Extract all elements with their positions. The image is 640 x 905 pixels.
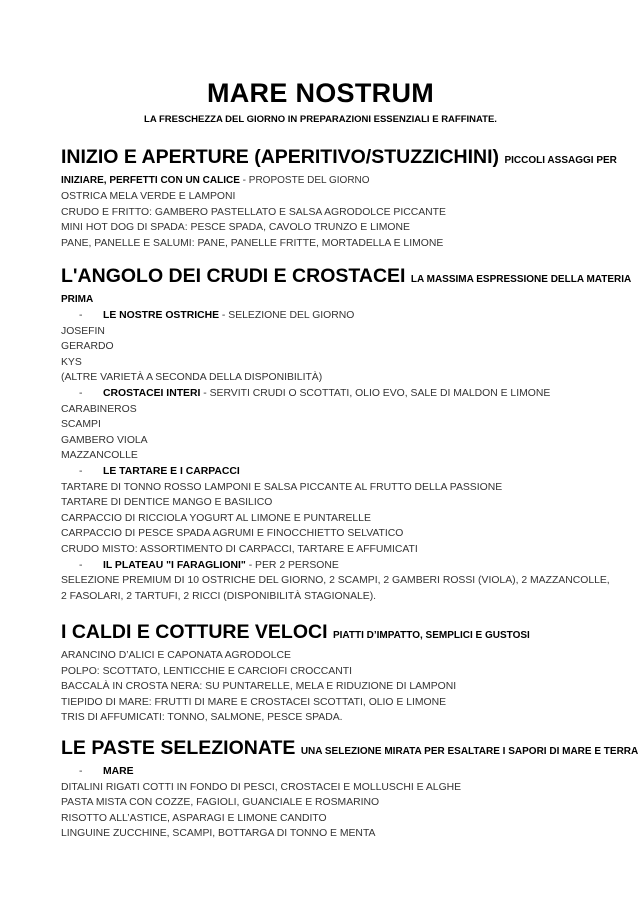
menu-item: 2 FASOLARI, 2 TARTUFI, 2 RICCI (DISPONIBILITÀ STAGIONALE). xyxy=(61,590,377,602)
group-label: LE TARTARE E I CARPACCI xyxy=(103,465,240,477)
dash-bullet: - xyxy=(79,465,83,477)
section-subtitle: PICCOLI ASSAGGI PER xyxy=(504,155,617,166)
menu-item: KYS xyxy=(61,356,82,368)
menu-item: PANE, PANELLE E SALUMI: PANE, PANELLE FRITTE, MORTADELLA E LIMONE xyxy=(61,237,444,249)
menu-item: TARTARE DI TONNO ROSSO LAMPONI E SALSA PICCANTE AL FRUTTO DELLA PASSIONE xyxy=(61,481,503,493)
section-subtitle: PIATTI D’IMPATTO, SEMPLICI E GUSTOSI xyxy=(332,630,530,641)
section-caldi xyxy=(61,620,601,726)
menu-item: TRIS DI AFFUMICATI: TONNO, SALMONE, PESCE SPADA. xyxy=(61,712,343,724)
menu-item: GERARDO xyxy=(61,341,114,353)
menu-item: MAZZANCOLLE xyxy=(61,450,138,462)
menu-item: CARABINEROS xyxy=(61,403,137,415)
menu-item: BACCALÀ IN CROSTA NERA: SU PUNTARELLE, MELA E RIDUZIONE DI LAMPONI xyxy=(61,681,457,693)
section-paste xyxy=(61,736,639,842)
menu-item: LINGUINE ZUCCHINE, SCAMPI, BOTTARGA DI TONNO E MENTA xyxy=(61,828,376,840)
menu-title: MARE NOSTRUM xyxy=(206,78,435,108)
section-title: LE PASTE SELEZIONATE xyxy=(61,737,296,759)
section-subtitle: UNA SELEZIONE MIRATA PER ESALTARE I SAPORI DI MARE E TERRA xyxy=(300,746,639,757)
menu-item: MINI HOT DOG DI SPADA: PESCE SPADA, CAVOLO TRUNZO E LIMONE xyxy=(61,222,410,234)
section-crudi xyxy=(61,264,632,604)
group-note: - PER 2 PERSONE xyxy=(245,559,339,571)
section-heading xyxy=(61,145,617,173)
group-label: CROSTACEI INTERI xyxy=(103,387,201,399)
group-label: LE NOSTRE OSTRICHE xyxy=(103,310,220,321)
dash-bullet: - xyxy=(79,310,83,321)
menu-item: TARTARE DI DENTICE MANGO E BASILICO xyxy=(61,497,273,509)
group-heading-ostriche xyxy=(61,308,601,324)
group-heading-crostacei xyxy=(61,386,601,402)
menu-item: RISOTTO ALL’ASTICE, ASPARAGI E LIMONE CANDITO xyxy=(61,812,327,824)
group-heading-tartare xyxy=(61,464,601,480)
menu-item: SELEZIONE PREMIUM DI 10 OSTRICHE DEL GIORNO, 2 SCAMPI, 2 GAMBERI ROSSI (VIOLA), 2 MAZZANCOLLE, xyxy=(61,575,610,587)
menu-item: CARPACCIO DI RICCIOLA YOGURT AL LIMONE E PUNTARELLE xyxy=(61,512,371,524)
section-title: L'ANGOLO DEI CRUDI E CROSTACEI xyxy=(61,265,406,287)
section-heading xyxy=(61,264,632,292)
group-label: MARE xyxy=(103,766,134,777)
menu-item: ARANCINO D’ALICI E CAPONATA AGRODOLCE xyxy=(61,650,291,661)
section-title: I CALDI E COTTURE VELOCI xyxy=(61,621,328,643)
menu-subtitle: LA FRESCHEZZA DEL GIORNO IN PREPARAZIONI ESSENZIALI E RAFFINATE. xyxy=(144,114,497,125)
dash-bullet: - xyxy=(79,559,83,571)
dash-bullet: - xyxy=(79,766,83,777)
group-label: IL PLATEAU "I FARAGLIONI" xyxy=(103,559,246,571)
section-heading xyxy=(61,736,639,764)
menu-item: CRUDO MISTO: ASSORTIMENTO DI CARPACCI, TARTARE E AFFUMICATI xyxy=(61,543,418,555)
section-title: INIZIO E APERTURE (APERITIVO/STUZZICHINI) xyxy=(61,146,500,168)
menu-item: JOSEFIN xyxy=(61,325,105,337)
menu-item: GAMBERO VIOLA xyxy=(61,434,148,446)
section-subtitle-line2: INIZIARE, PERFETTI CON UN CALICE xyxy=(61,175,240,186)
menu-item: DITALINI RIGATI COTTI IN FONDO DI PESCI, CROSTACEI E MOLLUSCHI E ALGHE xyxy=(61,781,462,793)
group-note: - SELEZIONE DEL GIORNO xyxy=(219,310,355,321)
menu-item: TIEPIDO DI MARE: FRUTTI DI MARE E CROSTACEI SCOTTATI, OLIO E LIMONE xyxy=(61,696,447,708)
group-note: - SERVITI CRUDI O SCOTTATI, OLIO EVO, SALE DI MALDON E LIMONE xyxy=(200,387,551,399)
menu-item: (ALTRE VARIETÀ A SECONDA DELLA DISPONIBILITÀ) xyxy=(61,372,323,384)
section-note: - PROPOSTE DEL GIORNO xyxy=(239,175,370,186)
menu-item: PASTA MISTA CON COZZE, FAGIOLI, GUANCIALE E ROSMARINO xyxy=(61,797,380,809)
dash-bullet: - xyxy=(79,387,83,399)
menu-item: CARPACCIO DI PESCE SPADA AGRUMI E FINOCCHIETTO SELVATICO xyxy=(61,528,404,540)
section-subtitle-continued xyxy=(61,173,601,189)
menu-item: OSTRICA MELA VERDE E LAMPONI xyxy=(61,191,236,202)
menu-item: SCAMPI xyxy=(61,419,101,431)
section-heading xyxy=(61,620,601,648)
section-subtitle: LA MASSIMA ESPRESSIONE DELLA MATERIA xyxy=(410,274,632,285)
section-subtitle-continued: PRIMA xyxy=(61,294,94,305)
group-heading-plateau xyxy=(61,558,601,574)
section-aperitivo xyxy=(61,145,617,251)
menu-item: CRUDO E FRITTO: GAMBERO PASTELLATO E SALSA AGRODOLCE PICCANTE xyxy=(61,206,446,218)
menu-item: POLPO: SCOTTATO, LENTICCHIE E CARCIOFI CROCCANTI xyxy=(61,665,352,677)
group-heading-mare xyxy=(61,764,601,780)
